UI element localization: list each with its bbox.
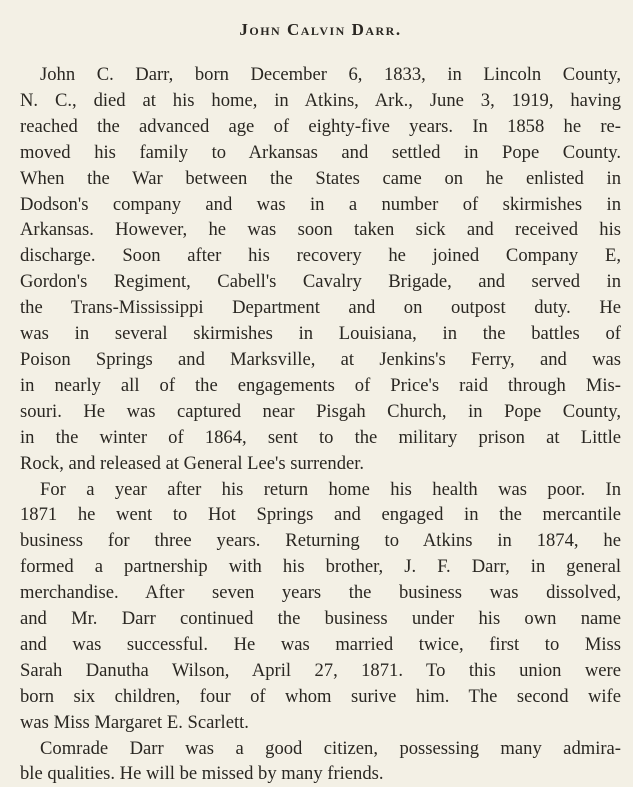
text-line: merchandise. After seven years the business was dissolved, [20, 582, 621, 604]
text-line: moved his family to Arkansas and settled in Pope County. [20, 141, 621, 163]
text-line: 1871 he went to Hot Springs and engaged in the mercantile [20, 504, 621, 526]
text-line: born six children, four of whom surive him. The second wife [20, 685, 621, 707]
text-line: Dodson's company and was in a number of skirmishes in [20, 193, 621, 215]
text-line: and Mr. Darr continued the business under his own name [20, 608, 621, 630]
text-line: Poison Springs and Marksville, at Jenkins's Ferry, and was [20, 348, 621, 370]
article-title: John Calvin Darr. [239, 20, 402, 39]
text-line: the Trans-Mississippi Department and on outpost duty. He [20, 297, 621, 319]
text-line: in the winter of 1864, sent to the military prison at Little [20, 426, 621, 448]
paragraph [20, 736, 621, 787]
text-line: business for three years. Returning to Atkins in 1874, he [20, 530, 621, 552]
paragraph [20, 477, 621, 736]
text-line: For a year after his return home his health was poor. In [40, 478, 621, 500]
text-line: in nearly all of the engagements of Price's raid through Mis- [20, 374, 621, 396]
text-line: and was successful. He was married twice, first to Miss [20, 633, 621, 655]
text-line: souri. He was captured near Pisgah Church, in Pope County, [20, 400, 621, 422]
text-line: Comrade Darr was a good citizen, possessing many admira- [40, 737, 621, 759]
text-line: Gordon's Regiment, Cabell's Cavalry Brigade, and served in [20, 271, 621, 293]
text-line: When the War between the States came on he enlisted in [20, 167, 621, 189]
article-body [20, 62, 621, 787]
paragraph [20, 62, 621, 477]
text-line: was in several skirmishes in Louisiana, in the battles of [20, 323, 621, 345]
text-line: Rock, and released at General Lee's surrender. [20, 452, 365, 474]
text-line: discharge. Soon after his recovery he joined Company E, [20, 245, 621, 267]
text-line: ble qualities. He will be missed by many friends. [20, 763, 384, 785]
text-line: was Miss Margaret E. Scarlett. [20, 711, 249, 733]
text-line: Sarah Danutha Wilson, April 27, 1871. To this union were [20, 659, 621, 681]
text-line: formed a partnership with his brother, J. F. Darr, in general [20, 556, 621, 578]
text-line: reached the advanced age of eighty-five years. In 1858 he re- [20, 115, 621, 137]
text-line: N. C., died at his home, in Atkins, Ark., June 3, 1919, having [20, 89, 621, 111]
text-line: John C. Darr, born December 6, 1833, in Lincoln County, [40, 64, 621, 85]
text-line: Arkansas. However, he was soon taken sick and received his [20, 219, 621, 241]
